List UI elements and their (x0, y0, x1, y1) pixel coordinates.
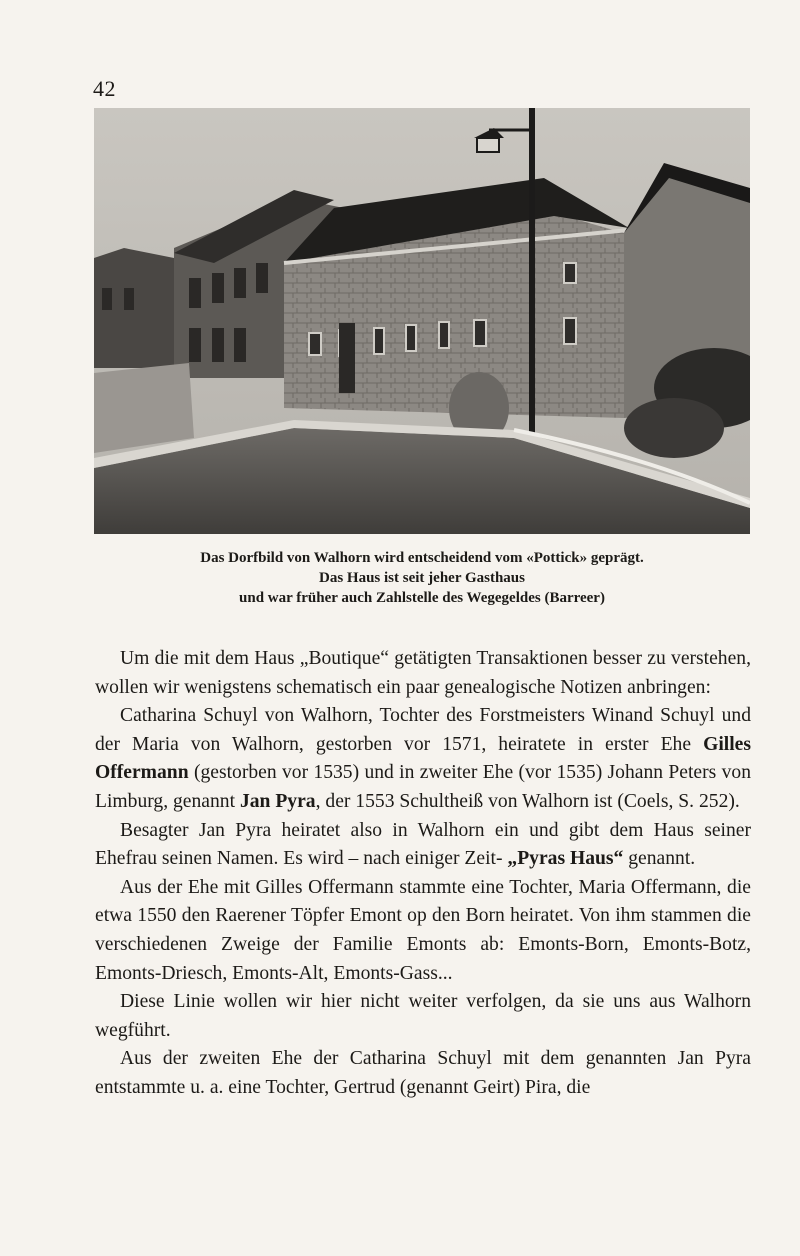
body-text (95, 645, 751, 1103)
village-photo (94, 108, 750, 534)
bold-name: „Pyras Haus“ (507, 848, 624, 870)
paragraph (95, 817, 751, 874)
text-run: Aus der zweiten Ehe der Catharina Schuyl mit dem genannten Jan Pyra entstammte u. a. eine Tochter, Gertrud (genannt Geirt) Pira, die (95, 1048, 751, 1098)
text-run: Besagter Jan Pyra heiratet also in Walhorn ein und gibt dem Haus seiner Ehefrau seinen Namen. Es wird – nach einiger Zeit- (95, 819, 751, 870)
photo-caption (94, 548, 750, 608)
caption-line-1: Das Dorfbild von Walhorn wird entscheidend vom «Pottick» geprägt. (200, 550, 644, 566)
text-run: Diese Linie wollen wir hier nicht weiter verfolgen, da sie uns aus Walhorn wegführt. (95, 991, 751, 1041)
paragraph (95, 702, 751, 816)
paragraph (95, 988, 751, 1045)
bold-name: Jan Pyra (239, 790, 316, 812)
village-photo-image (94, 108, 750, 534)
text-run: , der 1553 Schultheiß von Walhorn ist (Coels, S. 252). (315, 790, 740, 812)
paragraph (95, 1045, 751, 1102)
bold-name: Gilles Offermann (95, 733, 751, 784)
caption-line-2: Das Haus ist seit jeher Gasthaus (319, 570, 525, 586)
text-run: Aus der Ehe mit Gilles Offermann stammte eine Tochter, Maria Offermann, die etwa 1550 den Raerener Töpfer Emont op den Born heiratet. Von ihm stammen die verschiedenen Zweige der Familie Emonts ab: Emonts-Born, Emonts-Botz, Emonts-Driesch, Emonts-Alt, Emonts-Gass... (95, 876, 751, 984)
paragraph (95, 874, 751, 988)
text-run: (gestorben vor 1535) und in zweiter Ehe (vor 1535) Johann Peters von Limburg, genannt (95, 762, 751, 812)
caption-line-3: und war früher auch Zahlstelle des Wegegeldes (Barreer) (239, 590, 605, 606)
paragraph (95, 645, 751, 702)
text-run: genannt. (623, 848, 696, 870)
page-number: 42 (93, 76, 116, 101)
text-run: Um die mit dem Haus „Boutique“ getätigten Transaktionen besser zu verstehen, wollen wir wenigstens schematisch ein paar genealogische Notizen anbringen: (95, 648, 751, 698)
text-run: Catharina Schuyl von Walhorn, Tochter des Forstmeisters Winand Schuyl und der Maria von Walhorn, gestorben vor 1571, heiratete in erster Ehe (95, 705, 751, 755)
